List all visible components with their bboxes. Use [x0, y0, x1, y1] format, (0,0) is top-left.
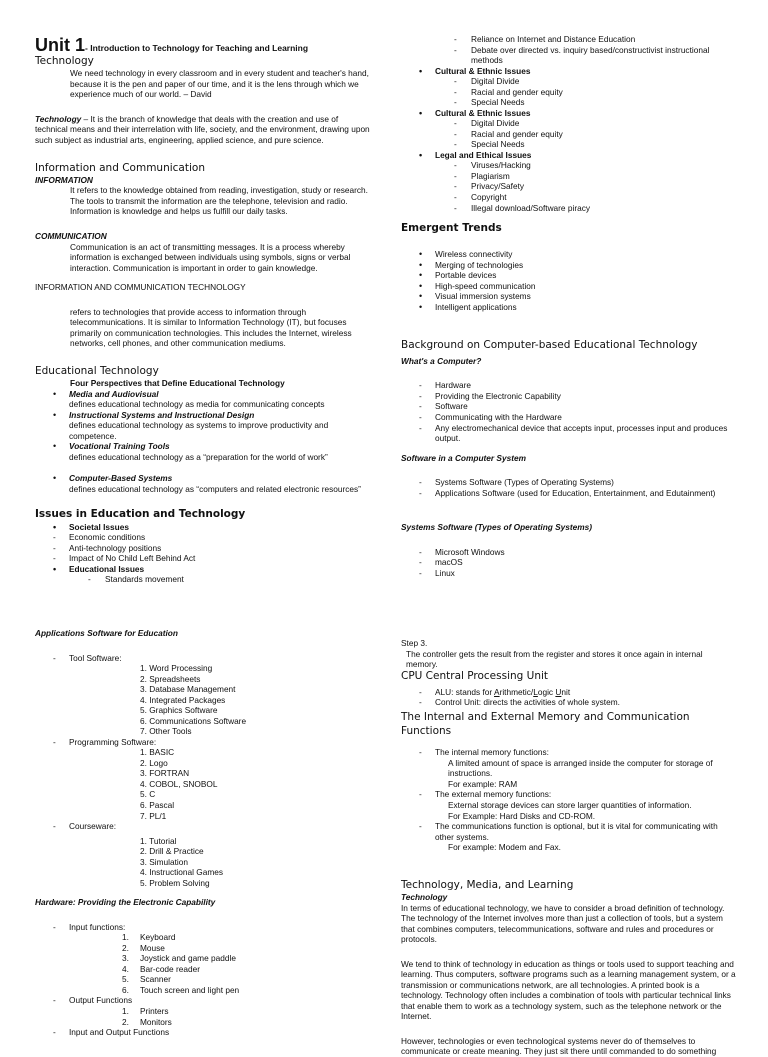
list-item: 4. Bar-code reader: [122, 963, 200, 974]
list-item: - Software: [401, 401, 736, 412]
issues-list: [35, 522, 370, 533]
internal-memory-item: - The internal memory functions: A limited amount of space is arranged inside the computer for storage of instructions. For example: RAM: [401, 747, 736, 789]
step3-label: Step 3.: [401, 638, 428, 648]
list-item: 4. Integrated Packages: [140, 694, 226, 705]
list-item: 1. BASIC: [140, 747, 175, 758]
list-item: - Special Needs: [401, 139, 736, 150]
list-item: - Copyright: [401, 192, 736, 203]
list-item: - Applications Software (used for Education, Entertainment, and Edutainment): [401, 488, 736, 499]
perspective-item: • Computer-Based Systems defines educational technology as “computers and related electronic resources”: [35, 473, 370, 494]
list-item: 7. PL/1: [140, 810, 167, 821]
list-item: 6. Pascal: [140, 799, 175, 810]
list-item: - Any electromechanical device that accepts input, processes input and produces output.: [401, 423, 736, 444]
memory-list: [401, 747, 736, 852]
edtech-subheading: Four Perspectives that Define Educational Technology: [70, 378, 285, 389]
technology-term: Technology: [35, 113, 82, 124]
courseware-label: - Courseware:: [35, 821, 370, 832]
list-item: - Racial and gender equity: [401, 87, 736, 98]
unit-label: Unit 1: [35, 35, 86, 55]
legal-issues-label: • Legal and Ethical Issues: [401, 150, 736, 161]
whats-computer-label: What's a Computer?: [401, 355, 482, 366]
list-item: 1. Word Processing: [140, 663, 213, 674]
educational-issues-label: • Educational Issues: [35, 564, 370, 575]
communication-text: Communication is an act of transmitting messages. It is a process whereby information is exchanged between individuals using symbols, signs or verbal interaction. Communication is important in order to gain knowledge.: [70, 241, 351, 273]
right-column-top: [401, 34, 736, 578]
list-item: 5. Problem Solving: [140, 877, 210, 888]
io-functions-label: - Input and Output Functions: [35, 1027, 370, 1038]
list-item: • High-speed communication: [401, 281, 736, 292]
list-item: • Merging of technologies: [401, 260, 736, 271]
output-functions-list: [35, 1006, 370, 1027]
list-item: - Debate over directed vs. inquiry based/constructivist instructional methods: [401, 45, 736, 66]
external-memory-item: - The external memory functions: External storage devices can store larger quantities of information. For Example: Hard Disks and CD-ROM.: [401, 789, 736, 821]
list-item: 6. Touch screen and light pen: [122, 984, 240, 995]
societal-issues-label: • Societal Issues: [35, 522, 370, 533]
control-unit-item: - Control Unit: directs the activities of whole system.: [401, 697, 736, 708]
right-column-bottom: [401, 638, 736, 1057]
list-item: 3. Joystick and game paddle: [122, 953, 236, 964]
list-item: - Hardware: [401, 380, 736, 391]
ict-text: refers to technologies that provide access to information through telecommunications. It is similar to Information Technology (IT), but focuses primarily on communication technologies. This includes the Internet, wireless networks, cell phones, and other communication mediums.: [70, 306, 352, 349]
list-item: 5. Scanner: [122, 974, 171, 985]
list-item: 5. Graphics Software: [140, 705, 218, 716]
ict-label: INFORMATION AND COMMUNICATION TECHNOLOGY: [35, 282, 246, 293]
technology-heading: Technology: [35, 55, 94, 67]
list-item: - Linux: [401, 568, 736, 579]
cultural-issues-list-2: [401, 118, 736, 150]
tml-subheading: Technology: [401, 891, 448, 902]
list-item: - Racial and gender equity: [401, 129, 736, 140]
list-item: - Plagiarism: [401, 171, 736, 182]
list-item: - Special Needs: [401, 97, 736, 108]
programming-software-list: [35, 747, 370, 821]
list-item: 2. Monitors: [122, 1016, 172, 1027]
perspective-item: • Vocational Training Tools defines educational technology as a “preparation for the world of work”: [35, 441, 370, 462]
list-item: 2. Spreadsheets: [140, 673, 201, 684]
communications-item: - The communications function is optional, but it is vital for communicating with other systems. For example: Modem and Fax.: [401, 821, 736, 853]
list-item: 1. Tutorial: [140, 835, 177, 846]
edtech-perspectives-list: [35, 389, 370, 495]
tml-paragraph-3: However, technologies or even technological systems never do of themselves to communicate or create meaning. They just sit there until commanded to do something: [401, 1035, 717, 1057]
information-text: It refers to the knowledge obtained from reading, investigation, study or research. The tools to transmit the information are the telephone, television and radio. Information is knowledge and helps us fulfill our daily tasks.: [70, 185, 368, 217]
list-item: • Intelligent applications: [401, 302, 736, 313]
educational-issues-list: [35, 574, 370, 585]
emergent-trends-list: [401, 249, 736, 312]
list-item: 2. Mouse: [122, 942, 165, 953]
systems-software-list: [401, 547, 736, 579]
list-item: • Portable devices: [401, 270, 736, 281]
hardware-heading: Hardware: Providing the Electronic Capability: [35, 897, 216, 908]
list-item: - Viruses/Hacking: [401, 160, 736, 171]
list-item: - Digital Divide: [401, 76, 736, 87]
list-item: 3. Database Management: [140, 684, 236, 695]
memory-heading: The Internal and External Memory and Communication Functions: [401, 710, 690, 738]
output-functions-label: - Output Functions: [35, 995, 370, 1006]
edtech-heading: Educational Technology: [35, 364, 159, 377]
apps-software-heading: Applications Software for Education: [35, 628, 178, 638]
list-item: - Privacy/Safety: [401, 181, 736, 192]
list-item: 3. FORTRAN: [140, 768, 190, 779]
left-column-bottom: [35, 628, 370, 1038]
systems-software-label: Systems Software (Types of Operating Systems): [401, 522, 593, 533]
technology-def-text: – It is the branch of knowledge that deals with the creation and use of technical means and their interrelation with life, society, and the environment, drawing upon such subject as industrial arts, engineering, applied science, and pure science.: [35, 113, 370, 145]
societal-issues-list: [35, 532, 370, 564]
list-item: - Providing the Electronic Capability: [401, 391, 736, 402]
list-item: - macOS: [401, 557, 736, 568]
technology-quote: We need technology in every classroom and in every student and teacher's hand, because it is the pen and paper of our time, and it is the lens through which we experience much of our world. – David: [70, 68, 369, 100]
list-item: - Microsoft Windows: [401, 547, 736, 558]
continued-issues-list: [401, 34, 736, 66]
software-in-system-list: [401, 477, 736, 498]
list-item: - Economic conditions: [35, 532, 370, 543]
perspective-item: • Media and Audiovisual defines educational technology as media for communicating concepts: [35, 389, 370, 410]
list-item: - Communicating with the Hardware: [401, 412, 736, 423]
whats-computer-list: [401, 380, 736, 443]
tml-paragraph-1: In terms of educational technology, we have to consider a broad definition of technology. The technology of the Internet involves more than just a collection of tools, but a system that combines computers, telecommunications, software and rules and procedures or protocols.: [401, 902, 725, 945]
list-item: - Digital Divide: [401, 118, 736, 129]
list-item: • Visual immersion systems: [401, 291, 736, 302]
list-item: 7. Other Tools: [140, 726, 192, 737]
list-item: - Reliance on Internet and Distance Education: [401, 34, 736, 45]
list-item: - Systems Software (Types of Operating Systems): [401, 477, 736, 488]
issues-heading: Issues in Education and Technology: [35, 508, 246, 521]
list-item: - Standards movement: [35, 574, 370, 585]
cultural-issues-label: • Cultural & Ethnic Issues: [401, 66, 736, 77]
unit-title: - Introduction to Technology for Teaching and Learning: [85, 43, 309, 53]
list-item: 1. Printers: [122, 1006, 169, 1016]
unit-header: [35, 36, 370, 54]
list-item: 3. Simulation: [140, 856, 188, 867]
perspective-item: • Instructional Systems and Instructional Design defines educational technology as systems to improve productivity and competence.: [35, 410, 370, 442]
communication-label: COMMUNICATION: [35, 230, 107, 241]
list-item: - Impact of No Child Left Behind Act: [35, 553, 370, 564]
information-label: INFORMATION: [35, 174, 93, 185]
step3-text: The controller gets the result from the register and stores it once again in internal memory.: [406, 648, 703, 670]
tool-software-list: [35, 663, 370, 737]
tool-software-label: - Tool Software:: [35, 653, 370, 664]
technology-definition: [35, 114, 370, 146]
list-item: 4. COBOL, SNOBOL: [140, 778, 218, 789]
emergent-trends-heading: Emergent Trends: [401, 222, 502, 235]
list-item: - Anti-technology positions: [35, 543, 370, 554]
tml-heading: Technology, Media, and Learning: [401, 878, 574, 891]
cpu-heading: CPU Central Processing Unit: [401, 669, 549, 682]
cultural-issues-label-2: • Cultural & Ethnic Issues: [401, 108, 736, 119]
list-item: 4. Instructional Games: [140, 867, 224, 878]
left-column-top: [35, 36, 370, 585]
input-functions-label: - Input functions:: [35, 922, 370, 933]
courseware-list: [35, 836, 370, 889]
info-comm-heading: Information and Communication: [35, 161, 205, 174]
list-item: 6. Communications Software: [140, 715, 247, 726]
input-functions-list: [35, 932, 370, 995]
alu-item: - ALU: stands for Arithmetic/Logic Unit: [401, 687, 736, 698]
background-heading: Background on Computer-based Educational Technology: [401, 338, 698, 351]
cpu-list: [401, 687, 736, 708]
list-item: 2. Logo: [140, 757, 168, 768]
list-item: 1. Keyboard: [122, 932, 176, 943]
cultural-issues-list: [401, 76, 736, 108]
programming-software-label: - Programming Software:: [35, 737, 370, 748]
list-item: 5. C: [140, 789, 156, 800]
list-item: • Wireless connectivity: [401, 249, 736, 260]
tml-paragraph-2: We tend to think of technology in education as things or tools used to support teaching and learning. Thus computers, software programs such as a learning management system, or a transmission or communications network, are all technologies. A printed book is a technology. Technology often includes a combination of tools with particular technical links that enable them to work as a technology system, such as the telephone network or the Internet.: [401, 958, 736, 1022]
list-item: - Illegal download/Software piracy: [401, 203, 736, 214]
list-item: 2. Drill & Practice: [140, 846, 204, 857]
software-in-system-label: Software in a Computer System: [401, 452, 526, 463]
legal-issues-list: [401, 160, 736, 213]
